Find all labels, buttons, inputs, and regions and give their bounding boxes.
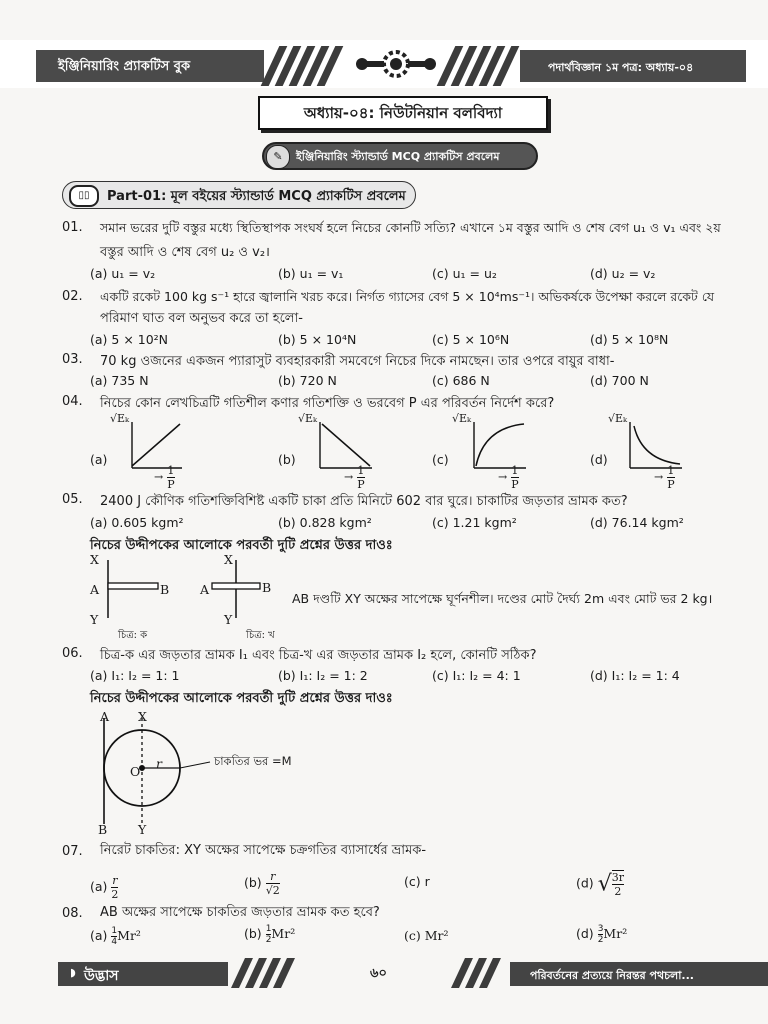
graph-c-xlabel: → $\frac{1}{P}$ bbox=[498, 464, 519, 491]
pencil-icon: ✎ bbox=[266, 145, 290, 169]
graph-c bbox=[474, 422, 526, 468]
question-number: 01. bbox=[62, 220, 83, 235]
graph-b-ylabel: √Eₖ bbox=[298, 412, 318, 425]
footer-brand: উদ্ভাস bbox=[84, 968, 119, 984]
option-c[interactable]: (c) r bbox=[404, 874, 430, 889]
part-heading-box bbox=[62, 181, 416, 209]
footer-slogan-bar bbox=[510, 962, 768, 986]
fig-kha-caption: চিত্র: খ bbox=[246, 630, 275, 641]
question-number: 04. bbox=[62, 394, 83, 409]
option-d[interactable]: (d) u₂ = v₂ bbox=[590, 266, 656, 281]
question-text: বস্তুর আদি ও শেষ বেগ u₂ ও v₂। bbox=[100, 245, 270, 260]
graph-a-xlabel: → $\frac{1}{P}$ bbox=[154, 464, 175, 491]
question-text: AB অক্ষের সাপেক্ষে চাকতির জড়তার ভ্রামক কত হবে? bbox=[100, 905, 380, 920]
disc-label-y: Y bbox=[138, 822, 147, 837]
wrench-gear-icon bbox=[356, 44, 436, 84]
option-c[interactable]: (c) I₁: I₂ = 4: 1 bbox=[432, 668, 521, 683]
stimulus-intro: নিচের উদ্দীপকের আলোকে পরবর্তী দুটি প্রশ্নের উত্তর দাওঃ bbox=[90, 691, 393, 706]
fig-ka-label-b: B bbox=[160, 582, 170, 597]
question-text: 2400 J কৌণিক গতিশক্তিবিশিষ্ট একটি চাকা প্রতি মিনিটে 602 বার ঘুরে। চাকাটির জড়তার ভ্রামক কত? bbox=[100, 494, 628, 509]
graph-d-xlabel: → $\frac{1}{P}$ bbox=[654, 464, 675, 491]
question-text: একটি রকেট 100 kg s⁻¹ হারে জ্বালানি খরচ করে। নির্গত গ্যাসের বেগ 5 × 10⁴ms⁻¹। অভিকর্ষকে উপেক্ষা করলে রকেট যে bbox=[100, 289, 715, 304]
option-b[interactable]: (b) u₁ = v₁ bbox=[278, 266, 344, 281]
question-number: 06. bbox=[62, 646, 83, 661]
chapter-title-box bbox=[258, 96, 548, 130]
fig-ka-label-y: Y bbox=[90, 612, 99, 627]
option-c[interactable]: (c) 5 × 10⁶N bbox=[432, 332, 510, 347]
option-a[interactable]: (a) 5 × 10²N bbox=[90, 332, 169, 347]
question-number: 02. bbox=[62, 289, 83, 304]
disc-label-x: X bbox=[138, 709, 147, 724]
option-c[interactable]: (c) 1.21 kgm² bbox=[432, 515, 517, 530]
option-d[interactable]: (d) 700 N bbox=[590, 373, 649, 388]
header-right-title: পদার্থবিজ্ঞান ১ম পত্র: অধ্যায়-০৪ bbox=[548, 61, 694, 74]
page-number: ৬০ bbox=[370, 966, 387, 981]
option-b[interactable]: (b) I₁: I₂ = 1: 2 bbox=[278, 668, 368, 683]
footer-brand-bar bbox=[58, 962, 228, 986]
fig-kha-label-b: B bbox=[262, 580, 272, 595]
option-c[interactable]: (c) 686 N bbox=[432, 373, 490, 388]
option-b[interactable]: (b) 0.828 kgm² bbox=[278, 515, 372, 530]
chapter-title: অধ্যায়-০৪: নিউটনিয়ান বলবিদ্যা bbox=[303, 104, 503, 122]
book-icon: ▯▯ bbox=[69, 185, 99, 207]
option-c[interactable]: (c) Mr² bbox=[404, 928, 449, 943]
option-d[interactable]: (d) 5 × 10⁸N bbox=[590, 332, 669, 347]
question-number: 05. bbox=[62, 492, 83, 507]
question-text: পরিমাণ ঘাত বল অনুভব করে তা হলো- bbox=[100, 311, 303, 326]
disc-mass-label: চাকতির ভর =M bbox=[214, 754, 292, 768]
graph-c-ylabel: √Eₖ bbox=[452, 412, 472, 425]
graph-a bbox=[132, 422, 182, 468]
disc-label-b: B bbox=[98, 822, 108, 837]
option-a[interactable]: (a) $\frac{r}{2}$ bbox=[90, 874, 119, 901]
option-b[interactable]: (b) 720 N bbox=[278, 373, 337, 388]
disc-label-o: O bbox=[130, 764, 141, 779]
footer-slogan: পরিবর্তনের প্রত্যয়ে নিরন্তর পথচলা... bbox=[530, 969, 694, 982]
question-text: নিচের কোন লেখচিত্রটি গতিশীল কণার গতিশক্তি ও ভরবেগ P এর পরিবর্তন নির্দেশ করে? bbox=[100, 396, 555, 411]
section-pill bbox=[262, 142, 538, 170]
option-b[interactable]: (b) $\frac{1}{2}$ Mr² bbox=[244, 924, 296, 945]
question-number: 07. bbox=[62, 844, 83, 859]
option-a[interactable]: (a) 735 N bbox=[90, 373, 149, 388]
graph-d-ylabel: √Eₖ bbox=[608, 412, 628, 425]
graph-b bbox=[320, 422, 372, 468]
option-a[interactable]: (a) I₁: I₂ = 1: 1 bbox=[90, 668, 180, 683]
fig-ka-label-x: X bbox=[90, 552, 99, 567]
disc-label-a: A bbox=[100, 709, 110, 724]
option-b[interactable]: (b) 5 × 10⁴N bbox=[278, 332, 357, 347]
option-a[interactable]: (a) $\frac{1}{4}$ Mr² bbox=[90, 926, 141, 947]
brand-logo-icon: ◗ bbox=[70, 966, 76, 979]
fig-ka-label-a: A bbox=[90, 582, 100, 597]
graph-b-xlabel: → $\frac{1}{P}$ bbox=[344, 464, 365, 491]
disc-label-r: r bbox=[156, 756, 162, 771]
option-a[interactable]: (a) bbox=[90, 452, 108, 467]
part-heading: Part-01: মূল বইয়ের স্ট্যান্ডার্ড MCQ প্র্যাকটিস প্রবলেম bbox=[107, 189, 406, 204]
question-text: চিত্র-ক এর জড়তার ভ্রামক I₁ এবং চিত্র-খ এর জড়তার ভ্রামক I₂ হলে, কোনটি সঠিক? bbox=[100, 648, 537, 663]
option-a[interactable]: (a) u₁ = v₂ bbox=[90, 266, 156, 281]
graph-d bbox=[630, 422, 682, 468]
option-a[interactable]: (a) 0.605 kgm² bbox=[90, 515, 184, 530]
question-text: নিরেট চাকতির: XY অক্ষের সাপেক্ষে চক্রগতির ব্যাসার্ধের ভ্রামক- bbox=[100, 843, 427, 858]
option-c[interactable]: (c) bbox=[432, 452, 449, 467]
stimulus-intro: নিচের উদ্দীপকের আলোকে পরবর্তী দুটি প্রশ্নের উত্তর দাওঃ bbox=[90, 538, 393, 553]
option-d[interactable]: (d) bbox=[590, 452, 608, 467]
disc-diagram bbox=[90, 708, 250, 838]
header-left-title: ইঞ্জিনিয়ারিং প্র্যাকটিস বুক bbox=[58, 59, 191, 74]
option-d[interactable]: (d) $\frac{3}{2}$ Mr² bbox=[576, 924, 628, 945]
question-text: 70 kg ওজনের একজন প্যারাসুট ব্যবহারকারী সমবেগে নিচের দিকে নামছেন। তার ওপরে বায়ুর বাধা- bbox=[100, 354, 615, 369]
option-c[interactable]: (c) u₁ = u₂ bbox=[432, 266, 497, 281]
question-text: সমান ভরের দুটি বস্তুর মধ্যে স্থিতিস্থাপক সংঘর্ষ হলে নিচের কোনটি সত্যি? এখানে ১ম বস্তুর আদি ও শেষ বেগ u₁ ও v₁ এবং ২য় bbox=[100, 220, 721, 235]
option-b[interactable]: (b) bbox=[278, 452, 296, 467]
option-d[interactable]: (d) I₁: I₂ = 1: 4 bbox=[590, 668, 680, 683]
fig-kha-label-x: X bbox=[224, 552, 233, 567]
stimulus-text: AB দণ্ডটি XY অক্ষের সাপেক্ষে ঘূর্ণনশীল। দণ্ডের মোট দৈর্ঘ্য 2m এবং মোট ভর 2 kg। bbox=[292, 591, 713, 606]
fig-ka-caption: চিত্র: ক bbox=[118, 630, 148, 641]
option-d[interactable]: (d) √ $\frac{3r}{2}$ bbox=[576, 871, 624, 898]
question-number: 03. bbox=[62, 352, 83, 367]
option-d[interactable]: (d) 76.14 kgm² bbox=[590, 515, 684, 530]
section-pill-label: ইঞ্জিনিয়ারিং স্ট্যান্ডার্ড MCQ প্র্যাকটিস প্রবলেম bbox=[296, 150, 500, 163]
option-b[interactable]: (b) $\frac{r}{√2}$ bbox=[244, 870, 280, 897]
fig-kha-label-y: Y bbox=[224, 612, 233, 627]
fig-kha-label-a: A bbox=[200, 582, 210, 597]
graph-a-ylabel: √Eₖ bbox=[110, 412, 130, 425]
question-number: 08. bbox=[62, 906, 83, 921]
